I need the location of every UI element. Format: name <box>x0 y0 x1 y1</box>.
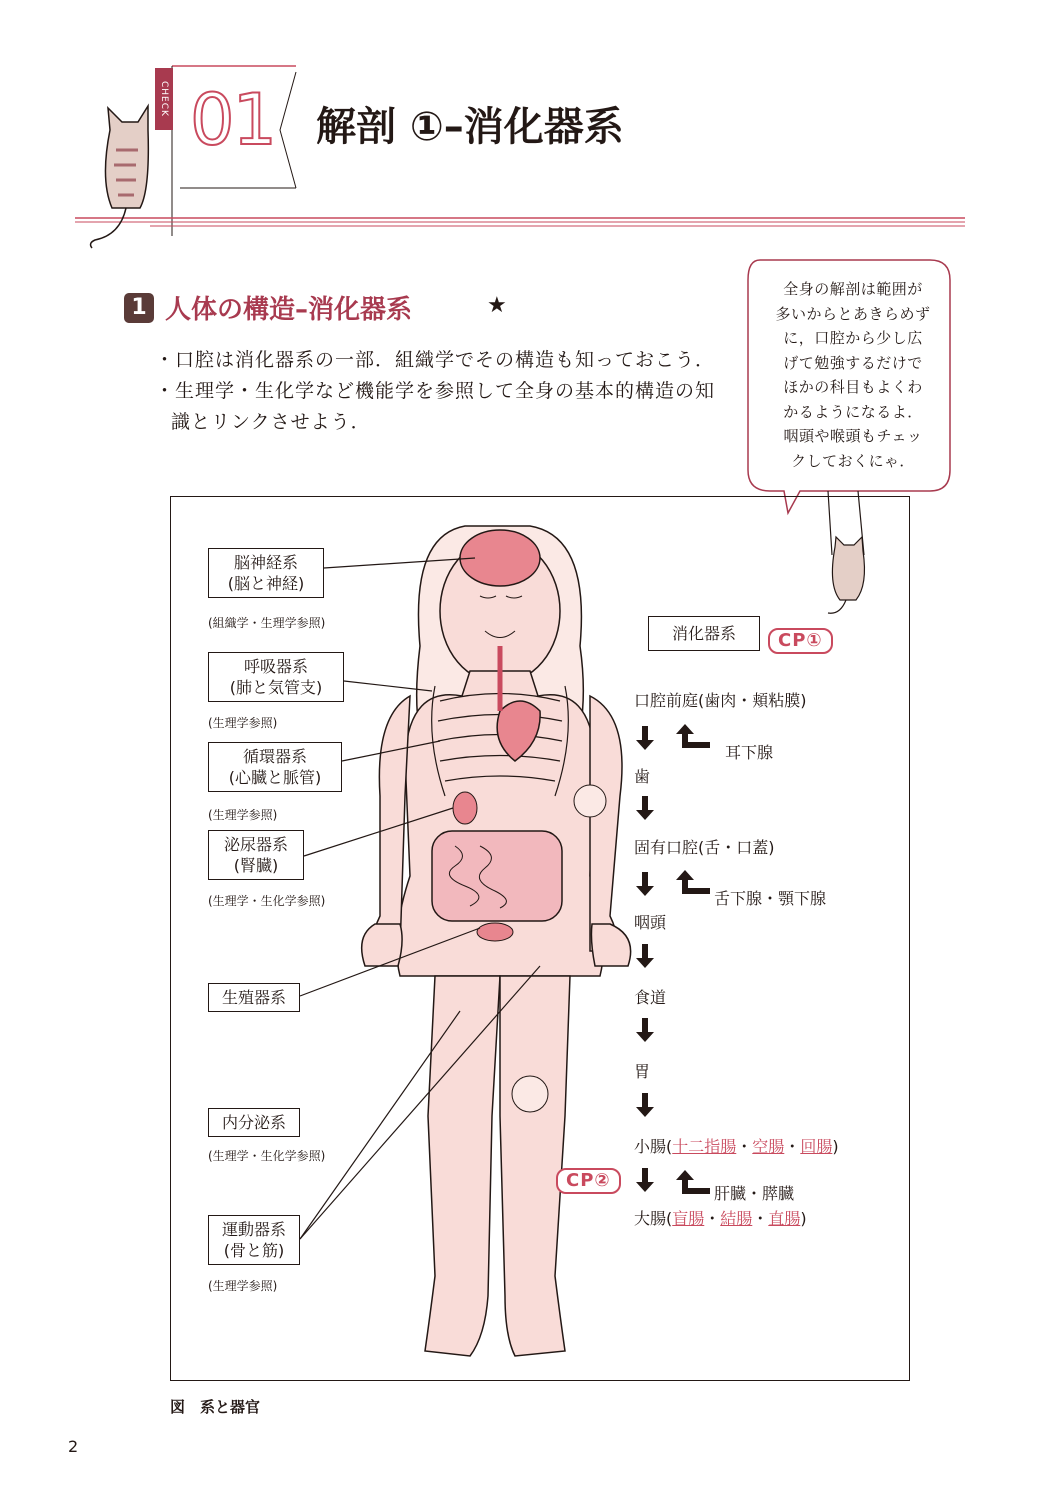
bullet-item: ・口腔は消化器系の一部．組織学でその構造も知っておこう． <box>155 349 716 371</box>
figure-caption: 図 系と器官 <box>170 1398 261 1416</box>
digestive-system-title: 消化器系 <box>648 616 760 651</box>
importance-star: ★ <box>487 293 507 318</box>
flow-large-intestine: 大腸(盲腸・結腸・直腸) <box>634 1209 807 1228</box>
section-title: 人体の構造–消化器系 <box>165 295 413 325</box>
intestines <box>432 831 562 921</box>
bullet-list <box>155 345 725 438</box>
flow-teeth: 歯 <box>634 767 651 786</box>
flow-oral-cavity: 固有口腔(舌・口蓋) <box>634 838 775 857</box>
term-rectum: 直腸 <box>768 1209 801 1228</box>
flow-mouth-vestibule: 口腔前庭(歯肉・頬粘膜) <box>634 691 807 710</box>
term-cecum: 盲腸 <box>672 1209 705 1228</box>
term-jejunum: 空腸 <box>752 1137 785 1156</box>
cat-illustration <box>91 106 149 248</box>
flow-esophagus: 食道 <box>634 988 667 1007</box>
bullet-item: ・生理学・生化学など機能学を参照して全身の基本的構造の知識とリンクさせよう． <box>155 380 716 433</box>
kidney <box>453 792 477 824</box>
label-endocrine-system: 内分泌系 <box>208 1108 300 1137</box>
label-nervous-ref: (組織学・生理学参照) <box>208 616 326 630</box>
label-respiratory-ref: (生理学参照) <box>208 716 278 730</box>
term-ileum: 回腸 <box>800 1137 833 1156</box>
label-urinary-system: 泌尿器系 (腎臓) <box>208 830 304 880</box>
flow-liver: 肝臓・膵臓 <box>714 1184 795 1203</box>
label-reproductive-system: 生殖器系 <box>208 983 300 1012</box>
chapter-number: 01 <box>190 79 276 161</box>
flow-stomach: 胃 <box>634 1062 651 1081</box>
term-colon: 結腸 <box>720 1209 753 1228</box>
cp2-badge: CP② <box>556 1168 621 1194</box>
section-number-badge: 1 <box>124 293 154 323</box>
label-endocrine-ref: (生理学・生化学参照) <box>208 1149 326 1163</box>
flow-sub-glands: 舌下腺・顎下腺 <box>714 889 827 908</box>
check-tab: CHECK <box>155 68 173 130</box>
label-circulatory-system: 循環器系 (心臓と脈管) <box>208 742 342 792</box>
speech-bubble-text: 全身の解剖は範囲が 多いからとあきらめず に，口腔から少し広 げて勉強するだけで ほかの科目もよくわ かるようになるよ． 咽頭や喉頭もチェッ クしておくにゃ． <box>775 280 931 470</box>
label-nervous-system: 脳神経系 (脳と神経) <box>208 548 324 598</box>
flow-small-intestine: 小腸(十二指腸・空腸・回腸) <box>634 1137 839 1156</box>
chapter-title: 解剖 ①–消化器系 <box>316 104 624 150</box>
label-respiratory-system: 呼吸器系 (肺と気管支) <box>208 652 344 702</box>
cp1-badge: CP① <box>768 628 833 654</box>
flow-parotid: 耳下腺 <box>725 743 774 762</box>
label-locomotor-ref: (生理学参照) <box>208 1279 278 1293</box>
label-locomotor-system: 運動器系 (骨と筋) <box>208 1215 300 1265</box>
page-number: 2 <box>68 1437 79 1456</box>
label-urinary-ref: (生理学・生化学参照) <box>208 894 326 908</box>
flow-pharynx: 咽頭 <box>634 913 667 932</box>
flow-arrows <box>636 726 654 1192</box>
branch-arrows <box>676 724 710 1194</box>
label-circulatory-ref: (生理学参照) <box>208 808 278 822</box>
term-duodenum: 十二指腸 <box>672 1137 737 1156</box>
